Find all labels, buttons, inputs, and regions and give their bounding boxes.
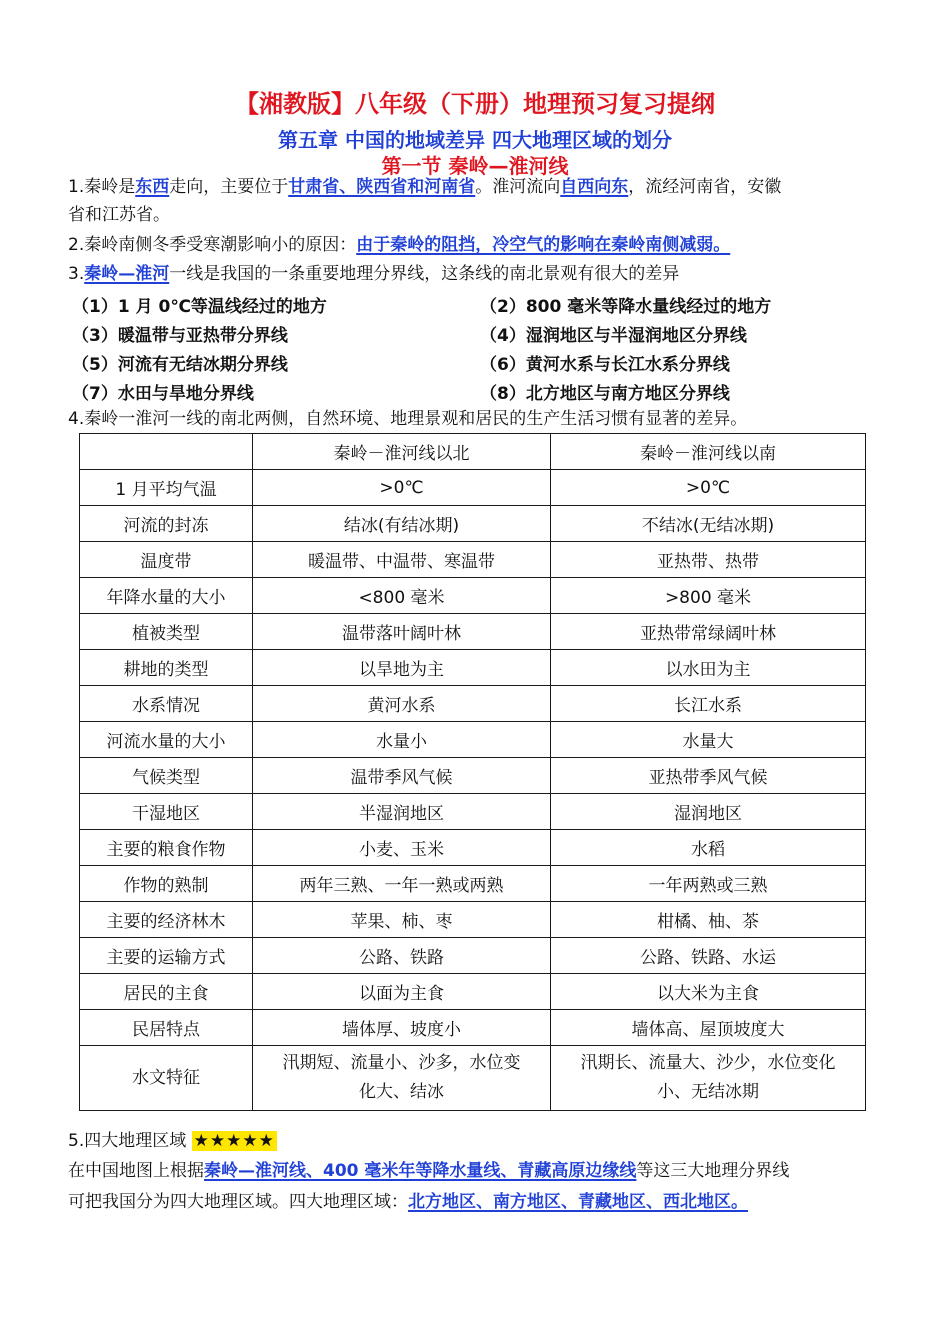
header-cell: 秦岭－淮河线以北 bbox=[253, 434, 551, 470]
table-row bbox=[80, 614, 866, 650]
row-label: 居民的主食 bbox=[80, 974, 253, 1010]
south-cell: 以水田为主 bbox=[551, 650, 866, 686]
row-label: 年降水量的大小 bbox=[80, 578, 253, 614]
feature-item: （2）800 毫米等降水量线经过的地方 bbox=[480, 297, 772, 317]
south-cell: 公路、铁路、水运 bbox=[551, 938, 866, 974]
table-row bbox=[80, 866, 866, 902]
answer-provinces: 甘肃省、陕西省和河南省 bbox=[288, 177, 476, 197]
south-cell: 亚热带常绿阔叶林 bbox=[551, 614, 866, 650]
north-cell: <800 毫米 bbox=[253, 578, 551, 614]
point-3 bbox=[68, 260, 679, 288]
table-row bbox=[80, 1010, 866, 1046]
text: 走向，主要位于 bbox=[169, 177, 289, 197]
table-row bbox=[80, 686, 866, 722]
north-cell: 公路、铁路 bbox=[253, 938, 551, 974]
table-row bbox=[80, 722, 866, 758]
point-5-heading bbox=[68, 1127, 277, 1155]
importance-stars: ★★★★★ bbox=[193, 1131, 275, 1151]
answer-regions: 北方地区、南方地区、青藏地区、西北地区。 bbox=[408, 1192, 748, 1212]
row-label: 植被类型 bbox=[80, 614, 253, 650]
feature-item: （5）河流有无结冰期分界线 bbox=[72, 355, 288, 375]
text: 一线是我国的一条重要地理分界线，这条线的南北景观有很大的差异 bbox=[169, 264, 680, 284]
north-cell: 黄河水系 bbox=[253, 686, 551, 722]
text: 2.秦岭南侧冬季受寒潮影响小的原因： bbox=[68, 235, 357, 255]
south-cell: 水量大 bbox=[551, 722, 866, 758]
north-cell: 小麦、玉米 bbox=[253, 830, 551, 866]
feature-item: （3）暖温带与亚热带分界线 bbox=[72, 326, 288, 346]
answer-flow: 自西向东 bbox=[560, 177, 629, 197]
point-1-line-1 bbox=[68, 173, 781, 201]
feature-item: （4）湿润地区与半湿润地区分界线 bbox=[480, 326, 747, 346]
row-label: 河流水量的大小 bbox=[80, 722, 253, 758]
answer-boundaries: 秦岭—淮河线、400 毫米年等降水量线、青藏高原边缘线 bbox=[204, 1161, 637, 1181]
row-label: 温度带 bbox=[80, 542, 253, 578]
row-label: 干湿地区 bbox=[80, 794, 253, 830]
document-title: 【湘教版】八年级（下册）地理预习复习提纲 bbox=[235, 90, 715, 118]
row-label: 主要的运输方式 bbox=[80, 938, 253, 974]
row-label: 民居特点 bbox=[80, 1010, 253, 1046]
cell-line: 汛期长、流量大、沙少，水位变化 bbox=[580, 1053, 836, 1073]
table-row bbox=[80, 938, 866, 974]
feature-item: （1）1 月 0℃等温线经过的地方 bbox=[72, 297, 327, 317]
table-row bbox=[80, 974, 866, 1010]
chapter-heading: 第五章 中国的地域差异 四大地理区域的划分 bbox=[278, 128, 672, 152]
south-cell: 亚热带季风气候 bbox=[551, 758, 866, 794]
north-cell: 墙体厚、坡度小 bbox=[253, 1010, 551, 1046]
table-row bbox=[80, 542, 866, 578]
north-cell: 温带落叶阔叶林 bbox=[253, 614, 551, 650]
north-cell: 水量小 bbox=[253, 722, 551, 758]
south-cell: 柑橘、柚、茶 bbox=[551, 902, 866, 938]
point-5-line-2 bbox=[68, 1188, 748, 1216]
feature-item: （7）水田与旱地分界线 bbox=[72, 384, 254, 404]
text: 。淮河流向 bbox=[475, 177, 561, 197]
row-label: 1 月平均气温 bbox=[80, 470, 253, 506]
answer-direction: 东西 bbox=[135, 177, 170, 197]
row-label: 耕地的类型 bbox=[80, 650, 253, 686]
north-cell: >0℃ bbox=[253, 470, 551, 506]
south-cell: 以大米为主食 bbox=[551, 974, 866, 1010]
row-label: 水文特征 bbox=[80, 1046, 253, 1111]
south-cell: >0℃ bbox=[551, 470, 866, 506]
north-cell: 暖温带、中温带、寒温带 bbox=[253, 542, 551, 578]
point-2 bbox=[68, 231, 730, 259]
table-header-row bbox=[80, 434, 866, 470]
header-cell: 秦岭－淮河线以南 bbox=[551, 434, 866, 470]
section-heading: 第一节 秦岭—淮河线 bbox=[381, 154, 569, 178]
text: ，流经河南省，安徽 bbox=[628, 177, 782, 197]
south-cell: 湿润地区 bbox=[551, 794, 866, 830]
row-label: 水系情况 bbox=[80, 686, 253, 722]
south-cell bbox=[551, 1046, 866, 1111]
south-cell: 墙体高、屋顶坡度大 bbox=[551, 1010, 866, 1046]
comparison-table bbox=[79, 433, 866, 1111]
south-cell: >800 毫米 bbox=[551, 578, 866, 614]
north-cell: 半湿润地区 bbox=[253, 794, 551, 830]
point-1-line-2: 省和江苏省。 bbox=[68, 205, 170, 225]
text: 1.秦岭是 bbox=[68, 177, 136, 197]
north-cell: 温带季风气候 bbox=[253, 758, 551, 794]
text: 等这三大地理分界线 bbox=[636, 1161, 790, 1181]
point-5-line-1 bbox=[68, 1157, 789, 1185]
south-cell: 亚热带、热带 bbox=[551, 542, 866, 578]
south-cell: 不结冰(无结冰期) bbox=[551, 506, 866, 542]
table-row bbox=[80, 470, 866, 506]
feature-item: （6）黄河水系与长江水系分界线 bbox=[480, 355, 730, 375]
cell-line: 小、无结冰期 bbox=[657, 1082, 759, 1102]
header-cell bbox=[80, 434, 253, 470]
answer-reason: 由于秦岭的阻挡，冷空气的影响在秦岭南侧减弱。 bbox=[356, 235, 731, 255]
table-row bbox=[80, 794, 866, 830]
table-row bbox=[80, 1046, 866, 1111]
south-cell: 水稻 bbox=[551, 830, 866, 866]
row-label: 作物的熟制 bbox=[80, 866, 253, 902]
south-cell: 长江水系 bbox=[551, 686, 866, 722]
table-row bbox=[80, 506, 866, 542]
table-row bbox=[80, 758, 866, 794]
row-label: 主要的粮食作物 bbox=[80, 830, 253, 866]
text: 3. bbox=[68, 264, 85, 284]
north-cell: 以面为主食 bbox=[253, 974, 551, 1010]
row-label: 河流的封冻 bbox=[80, 506, 253, 542]
table-row bbox=[80, 650, 866, 686]
answer-line-name: 秦岭—淮河 bbox=[84, 264, 170, 284]
south-cell: 一年两熟或三熟 bbox=[551, 866, 866, 902]
row-label: 气候类型 bbox=[80, 758, 253, 794]
text: 在中国地图上根据 bbox=[68, 1161, 204, 1181]
north-cell: 两年三熟、一年一熟或两熟 bbox=[253, 866, 551, 902]
north-cell: 结冰(有结冰期) bbox=[253, 506, 551, 542]
text: 可把我国分为四大地理区域。四大地理区域： bbox=[68, 1192, 408, 1212]
north-cell: 以旱地为主 bbox=[253, 650, 551, 686]
north-cell: 苹果、柿、枣 bbox=[253, 902, 551, 938]
table-row bbox=[80, 578, 866, 614]
feature-item: （8）北方地区与南方地区分界线 bbox=[480, 384, 730, 404]
text: 5.四大地理区域 bbox=[68, 1131, 192, 1151]
row-label: 主要的经济林木 bbox=[80, 902, 253, 938]
table-row bbox=[80, 902, 866, 938]
cell-line: 汛期短、流量小、沙多，水位变 bbox=[282, 1053, 521, 1073]
point-4: 4.秦岭一淮河一线的南北两侧，自然环境、地理景观和居民的生产生活习惯有显著的差异。 bbox=[68, 409, 748, 429]
north-cell bbox=[253, 1046, 551, 1111]
table-row bbox=[80, 830, 866, 866]
cell-line: 化大、结冰 bbox=[359, 1082, 444, 1102]
